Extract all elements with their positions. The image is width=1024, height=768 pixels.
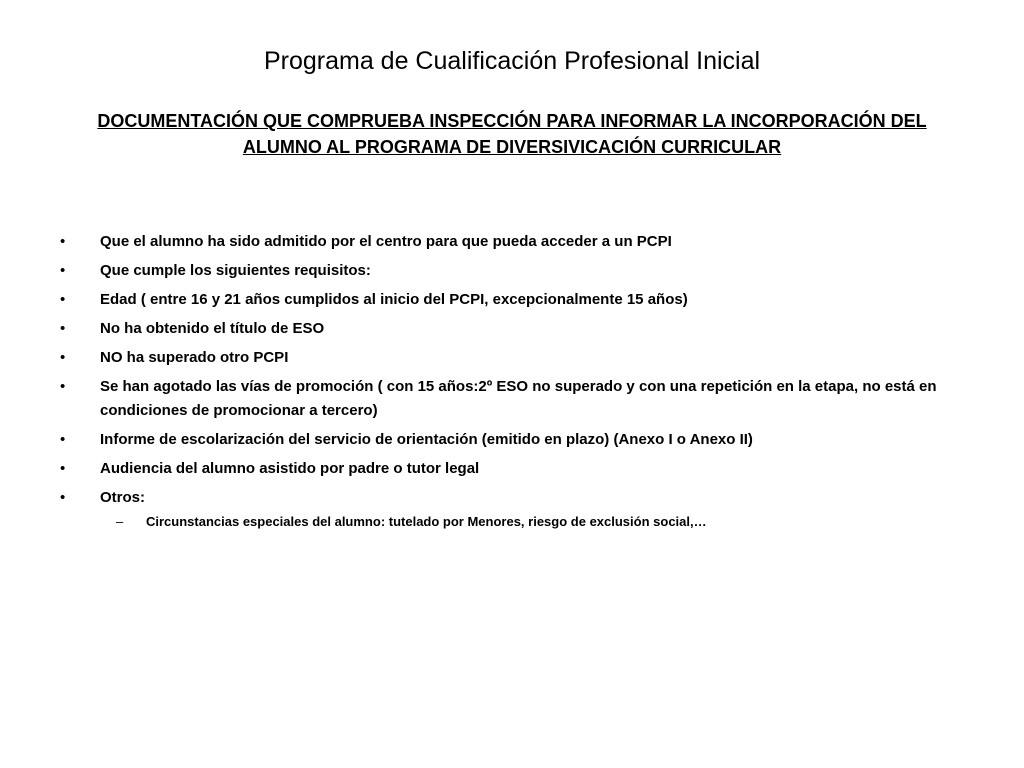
list-item-text: Se han agotado las vías de promoción ( con 15 años:2º ESO no superado y con una repetición en la etapa, no está en condiciones de promocionar a tercero) xyxy=(100,378,937,419)
list-item xyxy=(56,457,946,481)
bullet-icon: • xyxy=(60,320,66,337)
bullet-icon: • xyxy=(60,431,66,448)
list-item xyxy=(56,259,946,283)
list-item xyxy=(56,230,946,254)
list-item-text: Edad ( entre 16 y 21 años cumplidos al inicio del PCPI, excepcionalmente 15 años) xyxy=(100,291,688,308)
list-item-text: Que el alumno ha sido admitido por el centro para que pueda acceder a un PCPI xyxy=(100,233,672,250)
list-item xyxy=(56,486,946,532)
list-item xyxy=(56,346,946,370)
list-item xyxy=(56,317,946,341)
slide-subtitle: DOCUMENTACIÓN QUE COMPRUEBA INSPECCIÓN PARA INFORMAR LA INCORPORACIÓN DEL ALUMNO AL PROGRAMA DE DIVERSIVICACIÓN CURRICULAR xyxy=(97,111,927,157)
bullet-icon: • xyxy=(60,378,66,395)
bullet-icon: • xyxy=(60,460,66,477)
slide-title: Programa de Cualificación Profesional Inicial xyxy=(263,47,761,75)
sub-bullet-list xyxy=(100,512,946,532)
bullet-icon: • xyxy=(60,349,66,366)
list-item-text: Audiencia del alumno asistido por padre o tutor legal xyxy=(100,460,480,477)
list-item xyxy=(56,428,946,452)
sub-list-item xyxy=(100,512,946,532)
list-item-text: Que cumple los siguientes requisitos: xyxy=(100,262,371,279)
bullet-list xyxy=(56,230,946,537)
bullet-icon: • xyxy=(60,262,66,279)
list-item-text: Otros: xyxy=(100,489,145,506)
bullet-icon: • xyxy=(60,291,66,308)
bullet-icon: • xyxy=(60,489,66,506)
bullet-icon: • xyxy=(60,233,66,250)
list-item-text: NO ha superado otro PCPI xyxy=(100,349,289,366)
list-item-text: Informe de escolarización del servicio de orientación (emitido en plazo) (Anexo I o Anexo II) xyxy=(100,431,753,448)
list-item-text: No ha obtenido el título de ESO xyxy=(100,320,325,337)
list-item xyxy=(56,288,946,312)
dash-icon: – xyxy=(116,514,124,529)
sub-list-item-text: Circunstancias especiales del alumno: tutelado por Menores, riesgo de exclusión social,… xyxy=(146,514,707,529)
list-item xyxy=(56,375,946,423)
